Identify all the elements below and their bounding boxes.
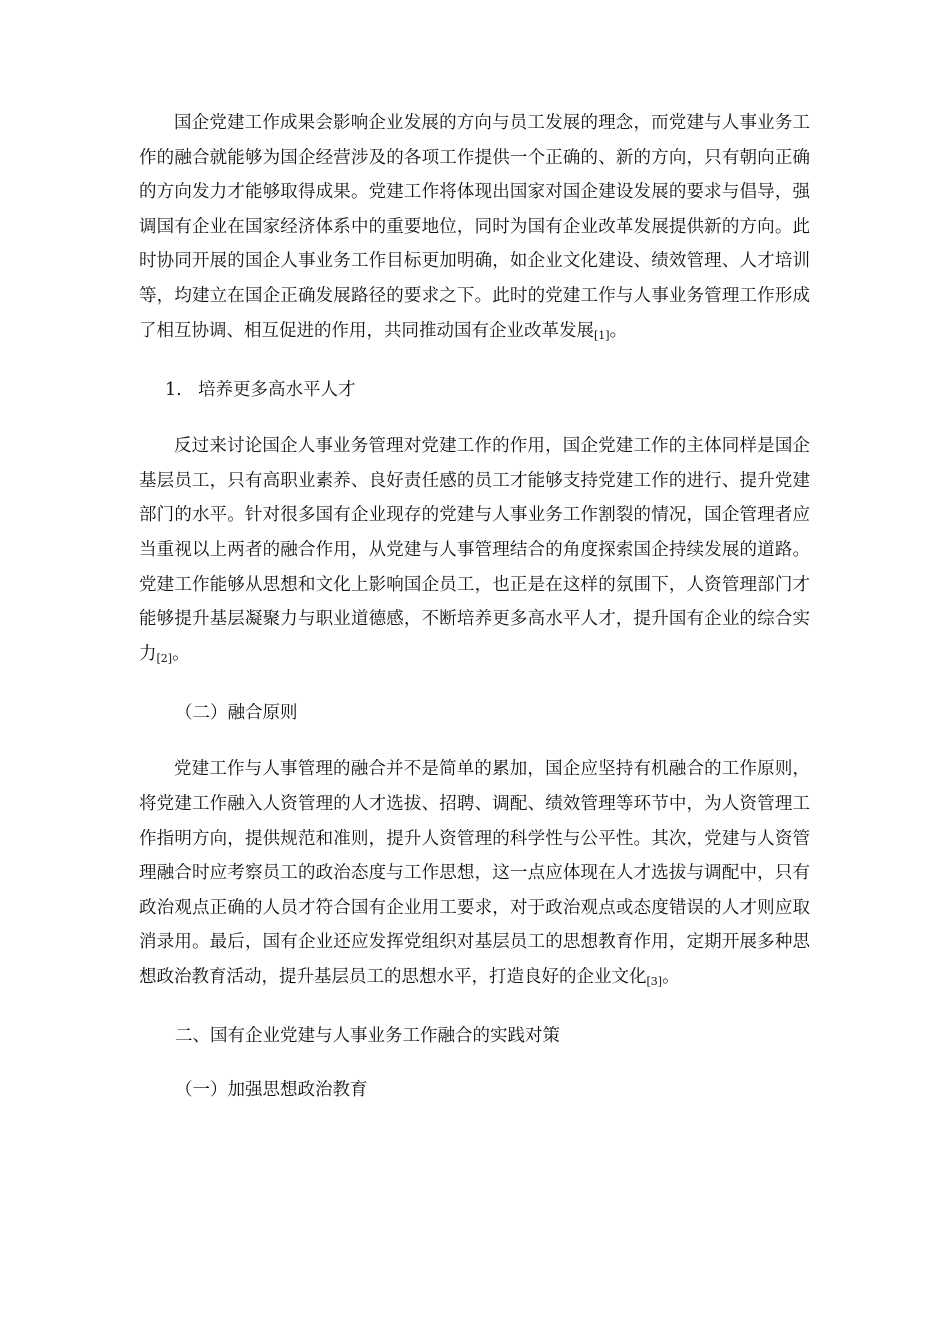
heading-text: 培养更多高水平人才	[198, 380, 356, 401]
paragraph-end: 。	[609, 320, 628, 341]
section-heading-principles: （二）融合原则	[175, 703, 298, 724]
spacer	[139, 999, 810, 1021]
paragraph-text: 国企党建工作成果会影响企业发展的方向与员工发展的理念，而党建与人事业务工作的融合就能够为国企经营涉及的各项工作提供一个正确的、新的方向，只有朝向正确的方向发力才能够取得成果。党建工作将体现出国家对国企建设发展的要求与倡导，强调国有企业在国家经济体系中的重要地位，同时为国有企业改革发展提供新的方向。此时协同开展的国企人事业务工作目标更加明确，如企业文化建设、绩效管理、人才培训等，均建立在国企正确发展路径的要求之下。此时的党建工作与人事业务管理工作形成了相互协调、相互促进的作用，共同推动国有企业改革发展	[139, 113, 810, 341]
citation-ref: [2]	[156, 651, 173, 665]
spacer	[139, 353, 810, 375]
paragraph-integration-principles	[139, 752, 810, 999]
spacer	[139, 1051, 810, 1075]
paragraph-end: 。	[172, 643, 190, 664]
paragraph-party-building-impact	[139, 106, 810, 353]
spacer	[139, 405, 810, 429]
citation-ref: [1]	[594, 328, 610, 342]
chapter-heading-practice: 二、国有企业党建与人事业务工作融合的实践对策	[175, 1026, 560, 1047]
spacer	[139, 728, 810, 752]
paragraph-text: 反过来讨论国企人事业务管理对党建工作的作用，国企党建工作的主体同样是国企基层员工，只有高职业素养、良好责任感的员工才能够支持党建工作的进行、提升党建部门的水平。针对很多国有企业现存的党建与人事业务工作割裂的情况，国企管理者应当重视以上两者的融合作用，从党建与人事管理结合的角度探索国企持续发展的道路。党建工作能够从思想和文化上影响国企员工，也正是在这样的氛围下，人资管理部门才能够提升基层凝聚力与职业道德感，不断培养更多高水平人才，提升国有企业的综合实力	[139, 436, 810, 664]
citation-ref: [3]	[646, 974, 663, 988]
spacer	[139, 676, 810, 698]
paragraph-end: 。	[662, 966, 680, 987]
section-heading-education: （一）加强思想政治教育	[175, 1080, 368, 1101]
heading-number: 1.	[165, 380, 182, 401]
numbered-heading	[139, 375, 810, 405]
paragraph-text: 党建工作与人事管理的融合并不是简单的累加，国企应坚持有机融合的工作原则，将党建工作融入人资管理的人才选拔、招聘、调配、绩效管理等环节中，为人资管理工作指明方向，提供规范和准则，提升人资管理的科学性与公平性。其次，党建与人资管理融合时应考察员工的政治态度与工作思想，这一点应体现在人才选拔与调配中，只有政治观点正确的人员才符合国有企业用工要求，对于政治观点或态度错误的人才则应取消录用。最后，国有企业还应发挥党组织对基层员工的思想教育作用，定期开展多种思想政治教育活动，提升基层员工的思想水平，打造良好的企业文化	[139, 759, 810, 987]
paragraph-hr-role	[139, 429, 810, 676]
